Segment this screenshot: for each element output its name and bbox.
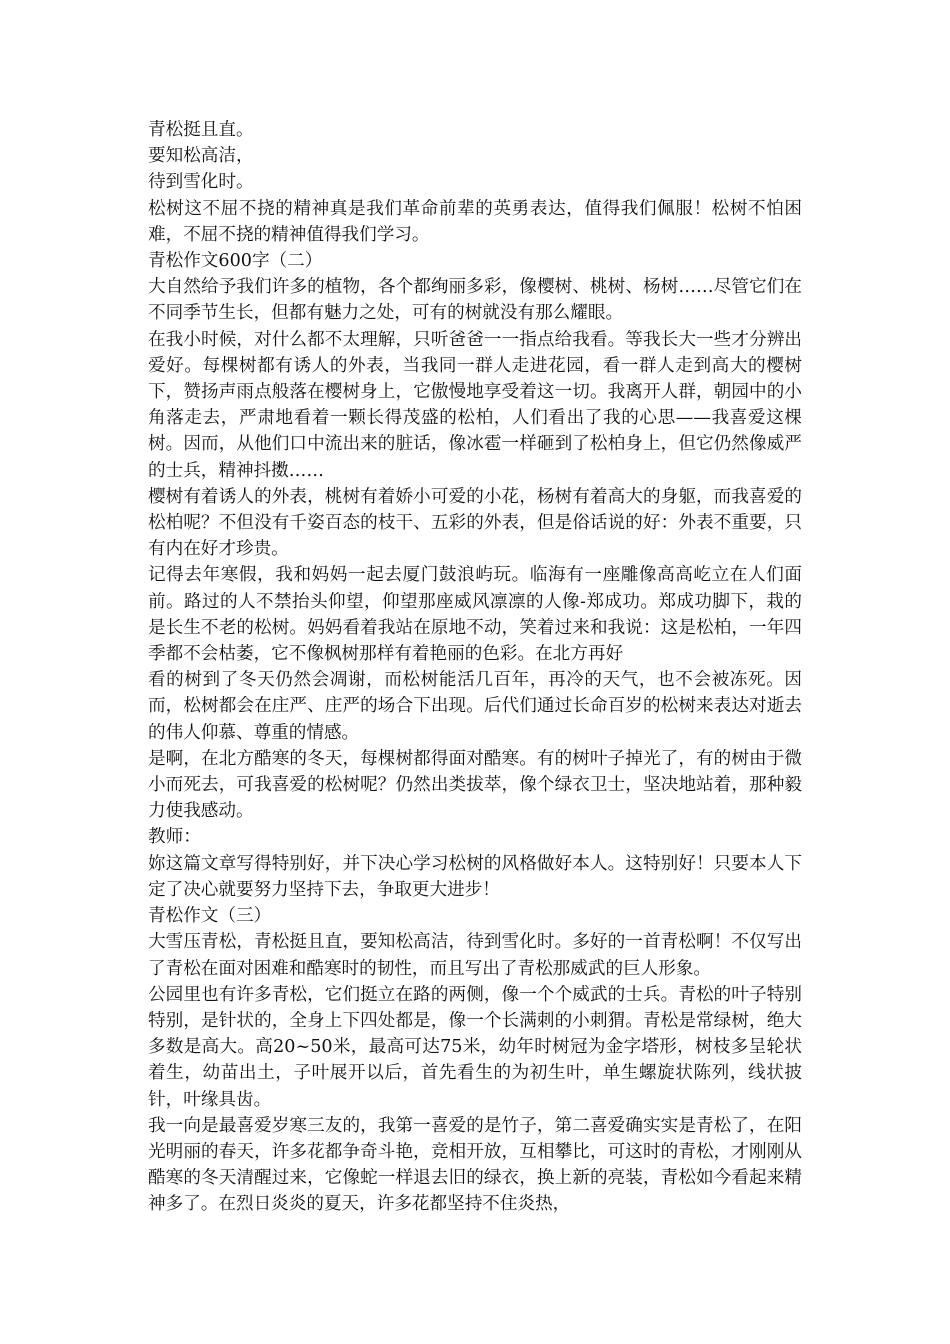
paragraph: 记得去年寒假，我和妈妈一起去厦门鼓浪屿玩。临海有一座雕像高高屹立在人们面前。路过的人不禁抬头仰望，仰望那座威风凛凛的人像-郑成功。郑成功脚下，栽的是长生不老的松树。妈妈看着我站在原地不动，笑着过来和我说：这是松柏，一年四季都不会枯萎，它不像枫树那样有着艳丽的色彩。在北方再好: [148, 565, 802, 665]
paragraph: 看的树到了冬天仍然会凋谢，而松树能活几百年，再冷的天气，也不会被冻死。因而，松树都会在庄严、庄严的场合下出现。后代们通过长命百岁的松树来表达对逝去的伟人仰慕、尊重的情感。: [148, 670, 802, 743]
paragraph: 待到雪化时。: [148, 172, 254, 193]
paragraph: 樱树有着诱人的外表，桃树有着娇小可爱的小花，杨树有着高大的身躯，而我喜爱的松柏呢？不但没有千姿百态的枝干、五彩的外表，但是俗话说的好：外表不重要，只有内在好才珍贵。: [148, 486, 802, 560]
section-heading: 青松作文（三）: [148, 906, 272, 927]
teacher-label: 教师：: [148, 827, 201, 848]
paragraph: 松树这不屈不挠的精神真是我们革命前辈的英勇表达，值得我们佩服！松树不怕困难，不屈不挠的精神值得我们学习。: [148, 198, 802, 245]
paragraph: 要知松高洁，: [148, 146, 254, 167]
paragraph: 青松挺且直。: [148, 120, 254, 140]
paragraph: 大雪压青松，青松挺且直，要知松高洁，待到雪化时。多好的一首青松啊！不仅写出了青松在面对困难和酷寒时的韧性，而且写出了青松那威武的巨人形象。: [148, 932, 802, 979]
paragraph: 公园里也有许多青松，它们挺立在路的两侧，像一个个威武的士兵。青松的叶子特别特别，是针状的，全身上下四处都是，像一个长满刺的小刺猬。青松是常绿树，绝大多数是高大。高20~50米，最高可达75米，幼年时树冠为金字塔形，树枝多呈轮状着生，幼苗出土，子叶展开以后，首先看生的为初生叶，单生螺旋状陈列，线状披针，叶缘具齿。: [148, 984, 802, 1110]
paragraph: 是啊，在北方酷寒的冬天，每棵树都得面对酷寒。有的树叶子掉光了，有的树由于微小而死去，可我喜爱的松树呢？仍然出类拔萃，像个绿衣卫士，坚决地站着，那种毅力使我感动。: [148, 748, 802, 822]
paragraph: 我一向是最喜爱岁寒三友的，我第一喜爱的是竹子，第二喜爱确实实是青松了，在阳光明丽的春天，许多花都争奇斗艳，竞相开放，互相攀比，可这时的青松，才刚刚从酷寒的冬天清醒过来，它像蛇一样退去旧的绿衣，换上新的亮装，青松如今看起来精神多了。在烈日炎炎的夏天，许多花都坚持不住炎热，: [148, 1115, 802, 1215]
teacher-comment: 妳这篇文章写得特别好，并下决心学习松树的风格做好本人。这特别好！只要本人下定了决心就要努力坚持下去，争取更大进步！: [148, 853, 802, 900]
paragraph: 在我小时候，对什么都不太理解，只听爸爸一一指点给我看。等我长大一些才分辨出爱好。每棵树都有诱人的外表，当我同一群人走进花园，看一群人走到高大的樱树下，赞扬声雨点般落在樱树身上，它傲慢地享受着这一切。我离开人群，朝园中的小角落走去，严肃地看着一颗长得茂盛的松柏，人们看出了我的心思——我喜爱这棵树。因而，从他们口中流出来的脏话，像冰雹一样砸到了松柏身上，但它仍然像威严的士兵，精神抖擞……: [148, 329, 802, 481]
paragraph: 大自然给予我们许多的植物，各个都绚丽多彩，像樱树、桃树、杨树……尽管它们在不同季节生长，但都有魅力之处，可有的树就没有那么耀眼。: [148, 277, 802, 324]
section-heading: 青松作文600字（二）: [148, 251, 323, 272]
document-body: [148, 117, 802, 1218]
